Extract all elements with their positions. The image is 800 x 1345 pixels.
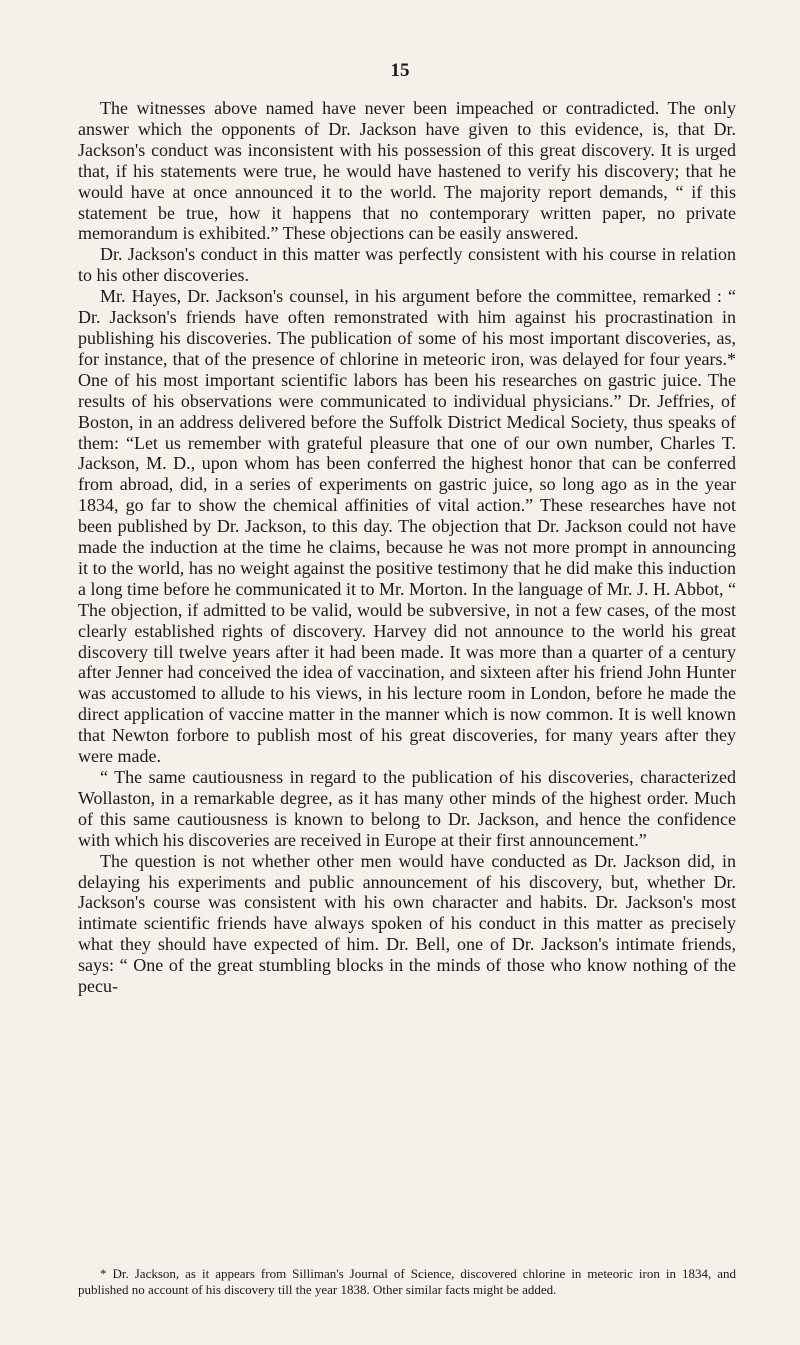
paragraph: “ The same cautiousness in regard to the publication of his discoveries, characterized Wollaston, in a remarkable degree, as it has many other minds of the highest order. Much of this same cautiousness is known to belong to Dr. Jackson, and hence the confidence with which his discoveries are received in Europe at their first announcement.” [78, 767, 736, 850]
paragraph: The witnesses above named have never been impeached or contradicted. The only answer which the opponents of Dr. Jackson have given to this evidence, is, that Dr. Jackson's conduct was inconsistent with his possession of this great discovery. It is urged that, if his statements were true, he would have hastened to verify his discovery; that he would have at once announced it to the world. The majority report demands, “ if this statement be true, how it happens that no contemporary written paper, no private memorandum is exhibited.” These objections can be easily answered. [78, 98, 736, 244]
footnote-text: * Dr. Jackson, as it appears from Silliman's Journal of Science, discovered chlorine in meteoric iron in 1834, and published no account of his discovery till the year 1838. Other similar facts might be added. [78, 1266, 736, 1297]
paragraph: Mr. Hayes, Dr. Jackson's counsel, in his argument before the committee, remarked : “ Dr. Jackson's friends have often remonstrated with him against his procrastination in publishing his discoveries. The publication of some of his most important discoveries, as, for instance, that of the presence of chlorine in meteoric iron, was delayed for four years.* One of his most important scientific labors has been his researches on gastric juice. The results of his observations were communicated to individual physicians.” Dr. Jeffries, of Boston, in an address delivered before the Suffolk District Medical Society, thus speaks of them: “Let us remember with grateful pleasure that one of our own number, Charles T. Jackson, M. D., upon whom has been conferred the highest honor that can be conferred from abroad, did, in a series of experiments on gastric juice, so long ago as in the year 1834, go far to show the chemical affinities of vital action.” These researches have not been published by Dr. Jackson, to this day. The objection that Dr. Jackson could not have made the induction at the time he claims, because he was not more prompt in announcing it to the world, has no weight against the positive testimony that he did make this induction a long time before he communicated it to Mr. Morton. In the language of Mr. J. H. Abbot, “ The objection, if admitted to be valid, would be subversive, in not a few cases, of the most clearly established rights of discovery. Harvey did not announce to the world his great discovery till twelve years after it had been made. It was more than a quarter of a century after Jenner had conceived the idea of vaccination, and sixteen after his friend John Hunter was accustomed to allude to his views, in his lecture room in London, before he made the direct application of vaccine matter in the manner which is now common. It is well known that Newton forbore to publish most of his great discoveries, for many years after they were made. [78, 286, 736, 767]
footnote [78, 1266, 736, 1298]
paragraph: The question is not whether other men would have conducted as Dr. Jackson did, in delaying his experiments and public announcement of his discovery, but, whether Dr. Jackson's course was consistent with his own character and habits. Dr. Jackson's most intimate scientific friends have always spoken of his conduct in this matter as precisely what they should have expected of him. Dr. Bell, one of Dr. Jackson's intimate friends, says: “ One of the great stumbling blocks in the minds of those who know nothing of the pecu- [78, 850, 736, 997]
paragraph: Dr. Jackson's conduct in this matter was perfectly consistent with his course in relation to his other discoveries. [78, 244, 736, 286]
body-text [78, 98, 736, 997]
page-number: 15 [390, 60, 410, 81]
